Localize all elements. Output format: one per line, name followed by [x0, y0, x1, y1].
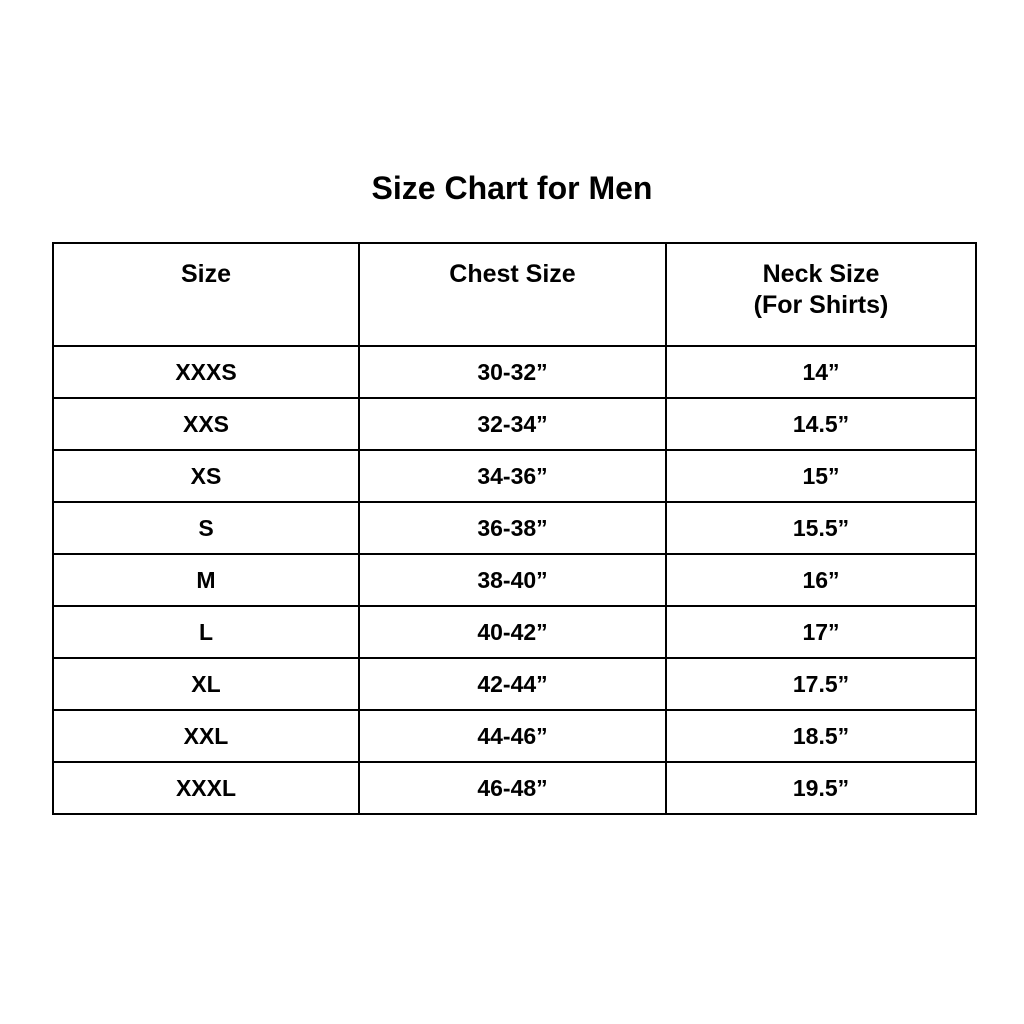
header-chest-label: Chest Size [449, 260, 576, 288]
table-row [53, 658, 976, 710]
neck-cell: 17.5” [666, 658, 976, 710]
page-title: Size Chart for Men [371, 170, 653, 206]
size-cell: XXS [53, 398, 359, 450]
chest-cell: 42-44” [359, 658, 666, 710]
header-size [53, 243, 359, 346]
size-cell: XXXS [53, 346, 359, 398]
chest-cell: 30-32” [359, 346, 666, 398]
table-row [53, 606, 976, 658]
table-row [53, 502, 976, 554]
size-cell: L [53, 606, 359, 658]
table-row [53, 710, 976, 762]
size-chart-table [52, 242, 977, 815]
chest-cell: 38-40” [359, 554, 666, 606]
table-row [53, 762, 976, 814]
chest-cell: 36-38” [359, 502, 666, 554]
chest-cell: 32-34” [359, 398, 666, 450]
table-row [53, 346, 976, 398]
size-cell: S [53, 502, 359, 554]
table-row [53, 554, 976, 606]
chest-cell: 40-42” [359, 606, 666, 658]
table-row [53, 398, 976, 450]
size-cell: XL [53, 658, 359, 710]
header-row [53, 243, 976, 346]
chest-cell: 44-46” [359, 710, 666, 762]
size-cell: XS [53, 450, 359, 502]
header-neck [666, 243, 976, 346]
header-neck-label: Neck Size [762, 260, 880, 288]
neck-cell: 19.5” [666, 762, 976, 814]
header-size-label: Size [180, 260, 232, 288]
size-cell: XXXL [53, 762, 359, 814]
neck-cell: 15.5” [666, 502, 976, 554]
chest-cell: 46-48” [359, 762, 666, 814]
neck-cell: 15” [666, 450, 976, 502]
neck-cell: 17” [666, 606, 976, 658]
neck-cell: 14.5” [666, 398, 976, 450]
neck-cell: 18.5” [666, 710, 976, 762]
neck-cell: 16” [666, 554, 976, 606]
size-cell: XXL [53, 710, 359, 762]
chest-cell: 34-36” [359, 450, 666, 502]
size-cell: M [53, 554, 359, 606]
header-chest [359, 243, 666, 346]
table-row [53, 450, 976, 502]
neck-cell: 14” [666, 346, 976, 398]
header-neck-sublabel: (For Shirts) [753, 291, 889, 319]
